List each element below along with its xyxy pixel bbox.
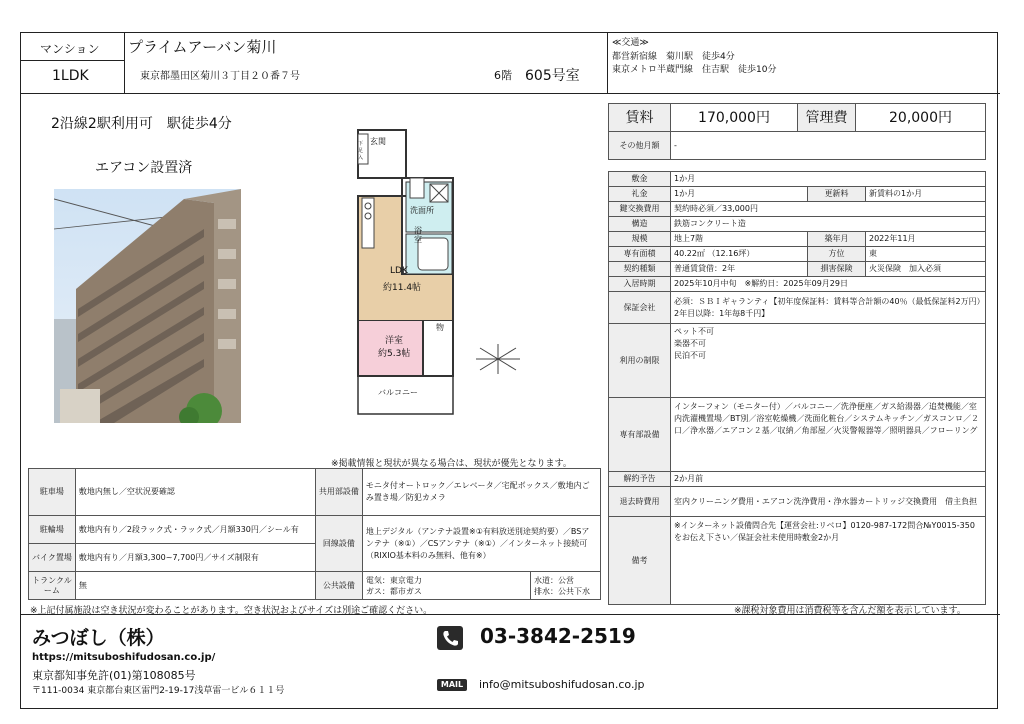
fp-ldk-size: 約11.4帖	[383, 283, 422, 293]
deposit-value: 1か月	[671, 172, 986, 187]
insurance-label: 損害保険	[808, 262, 866, 277]
remarks-value: ※インターネット設備問合先【運営会社:リベロ】0120-987-172問合№Y0015-350をお伝え下さい／保証会社未使用時敷金2か月	[671, 517, 986, 605]
fp-bath: 浴室	[414, 226, 422, 244]
renewal-value: 新賃料の1か月	[866, 187, 986, 202]
highlight-access: 2沿線2駅利用可 駅徒歩4分	[51, 116, 232, 132]
other-monthly-value: -	[671, 132, 986, 160]
structure-label: 構造	[609, 217, 671, 232]
building-name: プライムアーバン菊川	[128, 38, 277, 56]
key-exchange-label: 鍵交換費用	[609, 202, 671, 217]
company-license: 東京都知事免許(01)第108085号	[32, 669, 196, 682]
mail-icon: MAIL	[437, 679, 467, 691]
access-line-2: 東京メトロ半蔵門線 住吉駅 徒歩10分	[612, 65, 777, 75]
key-money-label: 礼金	[609, 187, 671, 202]
restriction-instrument: 楽器不可	[674, 339, 706, 348]
moveout-value: 室内クリーニング費用・エアコン洗浄費用・浄水器カートリッジ交換費用 借主負担	[671, 487, 986, 517]
line-value: 地上デジタル（アンテナ設置※①有料放送別途契約要）／BSアンテナ（※①）／CSアンテナ（※①）／インターネット接続可（RIXIO基本料のみ無料、他有※）	[362, 516, 600, 572]
note-right: ※課税対象費用は消費税等を含んだ額を表示しています。	[734, 606, 966, 616]
cancel-notice-label: 解約予告	[609, 472, 671, 487]
fp-balcony: バルコニー	[378, 388, 418, 397]
parking-value: 敷地内無し／空状況要確認	[75, 469, 315, 516]
utility-label: 公共設備	[315, 572, 362, 600]
layout-type: 1LDK	[52, 68, 89, 84]
restrictions-label: 利用の制限	[609, 324, 671, 398]
electric-value: 電気：東京電力	[365, 575, 422, 585]
area-label: 専有面積	[609, 247, 671, 262]
fp-entrance: 玄関	[370, 137, 386, 146]
floor: 6階	[494, 69, 512, 82]
equipment-label: 専有部設備	[609, 398, 671, 472]
contract-value: 普通賃貸借：2年	[671, 262, 808, 277]
company-address: 〒111-0034 東京都台東区雷門2-19-17浅草雷一ビル６１１号	[32, 686, 285, 696]
movein-value: 2025年10月中旬 ※解約日：2025年09月29日	[671, 277, 986, 292]
bicycle-value: 敷地内有り／2段ラック式・ラック式／月額330円／シール有	[75, 516, 315, 544]
other-monthly-label: その他月額	[609, 132, 671, 160]
built-value: 2022年11月	[866, 232, 986, 247]
gas-value: ガス：都市ガス	[365, 586, 422, 596]
rent-value: 170,000円	[671, 104, 798, 132]
equipment-value: インターフォン（モニター付）／バルコニー／洗浄便座／ガス給湯器／追焚機能／室内洗濯機置場／BT別／浴室乾燥機／洗面化粧台／システムキッチン／ガスコンロ／２口／浄水器／エアコン２基／収納／角部屋／火災警報器等／照明器具／フローリング	[671, 398, 986, 472]
bicycle-label: 駐輪場	[29, 516, 76, 544]
guarantor-value: 必須：ＳＢＩギャランティ【初年度保証料：賃料等合計額の40％（最低保証料2万円）2年目以降：1年毎8千円】	[671, 292, 986, 324]
direction-value: 東	[866, 247, 986, 262]
scale-value: 地上7階	[671, 232, 808, 247]
compass-icon	[476, 344, 520, 374]
bike-value: 敷地内有り／月額3,300~7,700円／サイズ制限有	[75, 544, 315, 572]
deposit-label: 敷金	[609, 172, 671, 187]
fp-western: 洋室	[385, 336, 404, 346]
fp-storage: 物	[436, 323, 444, 332]
water-value: 水道：公営	[534, 575, 574, 585]
phone-number[interactable]: 03-3842-2519	[480, 624, 636, 648]
room-number: 605号室	[525, 68, 580, 84]
rent-table	[608, 103, 986, 160]
building-photo	[54, 189, 241, 423]
company-url[interactable]: https://mitsuboshifudosan.co.jp/	[32, 652, 216, 663]
built-label: 築年月	[808, 232, 866, 247]
bike-label: バイク置場	[29, 544, 76, 572]
trunk-label: トランクルーム	[29, 572, 76, 600]
terms-table	[608, 171, 986, 605]
movein-label: 入居時期	[609, 277, 671, 292]
facilities-table	[28, 468, 601, 600]
structure-value: 鉄筋コンクリート造	[671, 217, 986, 232]
phone-icon	[437, 626, 463, 650]
trunk-value: 無	[75, 572, 315, 600]
address: 東京都墨田区菊川３丁目２０番７号	[140, 71, 300, 82]
common-label: 共用部設備	[315, 469, 362, 516]
scale-label: 規模	[609, 232, 671, 247]
property-type: マンション	[40, 42, 100, 56]
access-line-1: 都営新宿線 菊川駅 徒歩4分	[612, 52, 735, 62]
fp-ldk: LDK	[390, 266, 408, 276]
direction-label: 方位	[808, 247, 866, 262]
key-exchange-value: 契約時必須／33,000円	[671, 202, 986, 217]
highlight-aircon: エアコン設置済	[95, 160, 193, 176]
note-left: ※上記付属施設は空き状況が変わることがあります。空き状況およびサイズは別途ご確認ください。	[30, 606, 433, 616]
parking-label: 駐車場	[29, 469, 76, 516]
mgmt-fee-label: 管理費	[798, 104, 856, 132]
drain-value: 排水：公共下水	[534, 586, 590, 596]
email-address[interactable]: info@mitsuboshifudosan.co.jp	[479, 678, 645, 691]
guarantor-label: 保証会社	[609, 292, 671, 324]
fp-western-size: 約5.3帖	[378, 349, 411, 359]
access-title: ≪交通≫	[612, 38, 649, 48]
contract-label: 契約種類	[609, 262, 671, 277]
fp-shoebox: 下足入	[358, 141, 364, 161]
restriction-pet: ペット不可	[674, 327, 714, 336]
fp-washroom: 洗面所	[410, 206, 434, 215]
area-value: 40.22㎡ （12.16坪）	[671, 247, 808, 262]
remarks-label: 備考	[609, 517, 671, 605]
insurance-value: 火災保険 加入必須	[866, 262, 986, 277]
notice-current: ※掲載情報と現状が異なる場合は、現状が優先となります。	[331, 459, 572, 469]
key-money-value: 1か月	[671, 187, 808, 202]
company-name: みつぼし（株）	[32, 627, 165, 649]
cancel-notice-value: 2か月前	[671, 472, 986, 487]
rent-label: 賃料	[609, 104, 671, 132]
moveout-label: 退去時費用	[609, 487, 671, 517]
line-label: 回線設備	[315, 516, 362, 572]
mgmt-fee-value: 20,000円	[856, 104, 986, 132]
renewal-label: 更新料	[808, 187, 866, 202]
restriction-minpaku: 民泊不可	[674, 351, 706, 360]
common-value: モニタ付オートロック／エレベータ／宅配ボックス／敷地内ごみ置き場／防犯カメラ	[362, 469, 600, 516]
